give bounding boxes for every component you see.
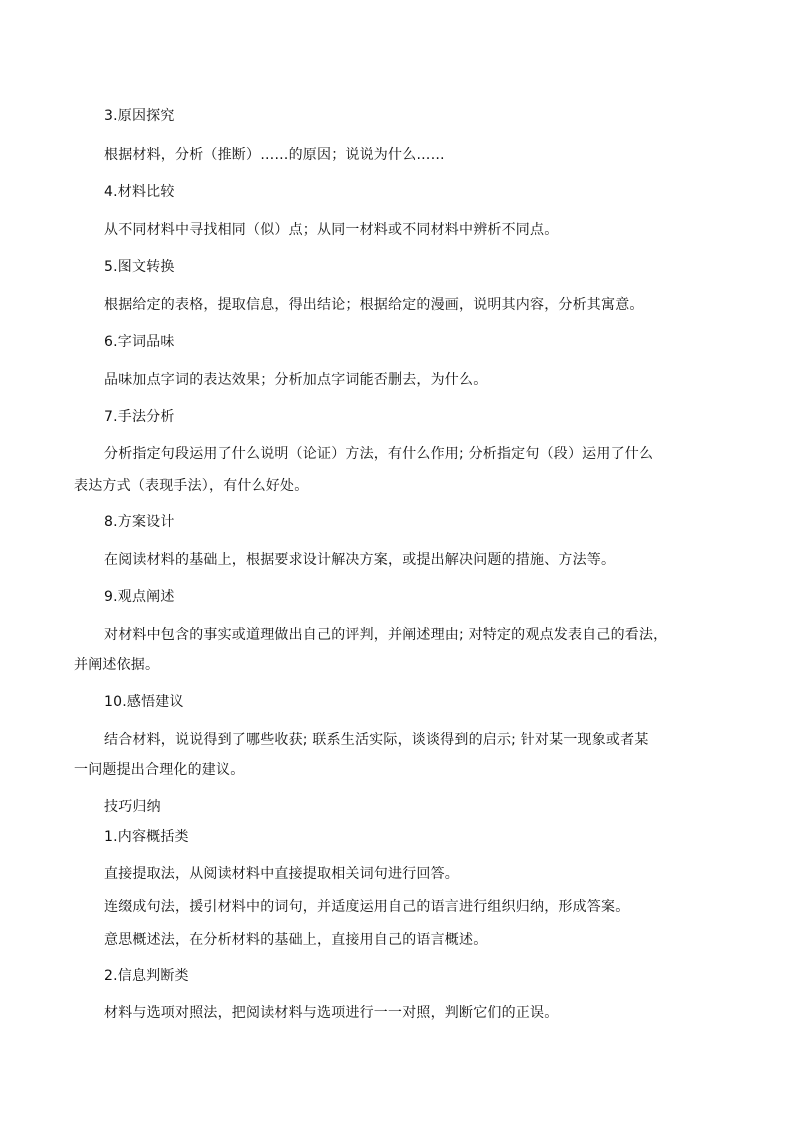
section-heading-plan-design: 8.方案设计 (104, 514, 175, 530)
section-heading-reflection-suggestions: 10.感悟建议 (104, 694, 184, 710)
paragraph-line: 材料与选项对照法，把阅读材料与选项进行一一对照，判断它们的正误。 (104, 1005, 559, 1021)
paragraph-line: 对材料中包含的事实或道理做出自己的评判，并阐述理由; 对特定的观点发表自己的看法， (104, 627, 668, 643)
section-heading-image-text-conversion: 5.图文转换 (104, 259, 175, 275)
paragraph-line: 在阅读材料的基础上，根据要求设计解决方案，或提出解决问题的措施、方法等。 (104, 552, 616, 568)
paragraph-line: 意思概述法，在分析材料的基础上，直接用自己的语言概述。 (104, 932, 488, 948)
section-heading-cause-inquiry: 3.原因探究 (104, 108, 175, 124)
section-heading-viewpoint-elaboration: 9.观点阐述 (104, 589, 175, 605)
paragraph-line-continuation: 并阐述依据。 (74, 657, 160, 673)
section-heading-information-judgment: 2.信息判断类 (104, 968, 189, 984)
section-heading-word-appreciation: 6.字词品味 (104, 334, 175, 350)
paragraph-line-continuation: 表达方式（表现手法），有什么好处。 (74, 478, 309, 494)
section-heading-content-summary: 1.内容概括类 (104, 829, 189, 845)
paragraph-line: 根据材料，分析（推断）……的原因；说说为什么…… (104, 147, 445, 163)
paragraph-line: 结合材料，说说得到了哪些收获; 联系生活实际，谈谈得到的启示; 针对某一现象或者某 (104, 732, 649, 748)
paragraph-line: 从不同材料中寻找相同（似）点；从同一材料或不同材料中辨析不同点。 (104, 222, 559, 238)
paragraph-line: 品味加点字词的表达效果；分析加点字词能否删去，为什么。 (104, 372, 488, 388)
paragraph-line-continuation: 一问题提出合理化的建议。 (74, 762, 245, 778)
section-heading-technique-analysis: 7.手法分析 (104, 409, 175, 425)
paragraph-line: 连缀成句法，援引材料中的词句，并适度运用自己的语言进行组织归纳，形成答案。 (104, 899, 630, 915)
section-heading-technique-summary: 技巧归纳 (104, 799, 161, 815)
section-heading-material-comparison: 4.材料比较 (104, 184, 175, 200)
paragraph-line: 根据给定的表格，提取信息，得出结论；根据给定的漫画，说明其内容，分析其寓意。 (104, 297, 644, 313)
paragraph-line: 直接提取法，从阅读材料中直接提取相关词句进行回答。 (104, 866, 459, 882)
paragraph-line: 分析指定句段运用了什么说明（论证）方法，有什么作用; 分析指定句（段）运用了什么 (104, 446, 654, 462)
